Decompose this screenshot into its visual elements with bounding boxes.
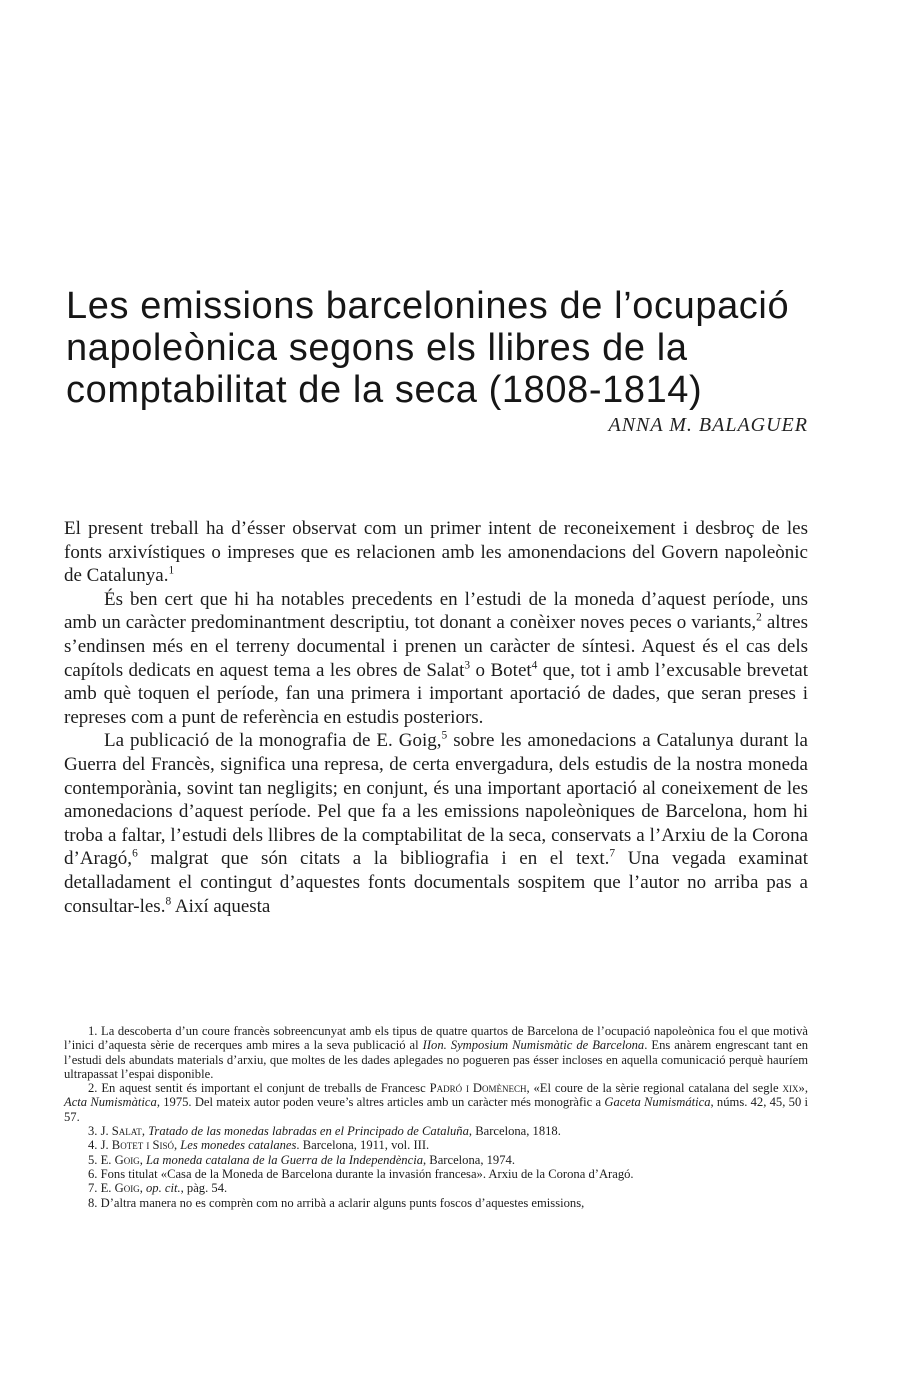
footnote-ref-3[interactable]: 3 [464,659,471,672]
footnote-ref-8[interactable]: 8 [165,895,172,908]
footnote-6: 6. Fons titulat «Casa de la Moneda de Barcelona durante la invasión francesa». Arxiu de la Corona d’Aragó. [88,1166,634,1181]
title-line-3: comptabilitat de la seca (1808-1814) [66,369,703,411]
footnotes [64,1024,808,1210]
footnote-5: 5. E. Goig, La moneda catalana de la Guerra de la Independència, Barcelona, 1974. [88,1152,515,1167]
title-line-1: Les emissions barcelonines de l’ocupació [66,285,790,327]
footnote-ref-5[interactable]: 5 [441,730,448,743]
title-line-2: napoleònica segons els llibres de la [66,327,688,369]
body-text [64,517,808,918]
footnote-8: 8. D’altra manera no es comprèn com no arribà a aclarir alguns punts foscos d’aquestes emissions, [88,1195,585,1210]
footnote-ref-4[interactable]: 4 [531,659,538,672]
footnote-4: 4. J. Botet i Sisó, Les monedes catalanes. Barcelona, 1911, vol. III. [88,1138,430,1153]
footnote-ref-6[interactable]: 6 [132,847,138,860]
footnote-ref-7[interactable]: 7 [609,847,616,860]
article-title [66,285,846,411]
paragraph-3: La publicació de la monografia de E. Goig,$^5$ sobre les amonedacions a Catalunya durant la Guerra del Francès, significa una represa, de certa envergadura, dels estudis de la nostra moneda contemporània, sovint tan negligits; en conjunt, és una important aportació al coneixement de les amonedacions d’aquest període. Pel que fa a les emissions napoleòniques de Barcelona, hom hi troba a faltar, l’estudi dels llibres de la comptabilitat de la seca, conservats a l’Arxiu de la Corona d’Aragó,$^6$ malgrat que són citats a la bibliografia i en el text.$^7$ Una vegada examinat detalladament el contingut d’aquestes fonts documentals sospitem que l’autor no arriba pas a consultar-les.$^8$ Així aquesta [64,730,808,917]
footnote-ref-1[interactable]: 1 [168,564,175,577]
footnote-ref-2[interactable]: 2 [756,612,762,625]
footnote-3: 3. J. Salat, Tratado de las monedas labradas en el Principado de Cataluña, Barcelona, 1818. [88,1124,561,1139]
footnote-1: 1. La descoberta d’un coure francès sobreencunyat amb els tipus de quatre quartos de Barcelona de l’ocupació napoleònica fou el que motivà l’inici d’aquesta sèrie de recerques amb mires a la seva publicació al IIon. Symposium Numismàtic de Barcelona. Ens anàrem engrescant tant en l’estudi dels abundats materials d’arxiu, que moltes de les dades aplegades no pogueren pas ésser incloses en aquella comunicació perquè hauríem ultrapassat l’espai disponible. [64,1024,809,1081]
footnote-7: 7. E. Goig, op. cit., pàg. 54. [88,1181,228,1196]
author-name: ANNA M. BALAGUER [608,414,808,436]
footnote-2: 2. En aquest sentit és important el conjunt de treballs de Francesc Padró i Domènech, «El coure de la sèrie regional catalana del segle xix», Acta Numismàtica, 1975. Del mateix autor poden veure’s altres articles amb un caràcter més monogràfic a Gaceta Numismática, núms. 42, 45, 50 i 57. [64,1081,808,1124]
paragraph-2: És ben cert que hi ha notables precedents en l’estudi de la moneda d’aquest període, uns amb un caràcter predominantment descriptiu, tot donant a conèixer noves peces o variants,$^2$ altres s’endinsen més en el terreny documental i prenen un caràcter de síntesi. Aquest és el cas dels capítols dedicats en aquest tema a les obres de Salat$^3$ o Botet$^4$ que, tot i amb l’excusable brevetat amb què toquen el període, fan una primera i important aportació de dades, que seran preses i represes com a punt de referència en estudis posteriors. [64,588,808,728]
paragraph-1: El present treball ha d’ésser observat com un primer intent de reconeixement i desbroç de les fonts arxivístiques o impreses que es relacionen amb les amonendacions del Govern napoleònic de Catalunya.$^1$ [64,518,808,587]
